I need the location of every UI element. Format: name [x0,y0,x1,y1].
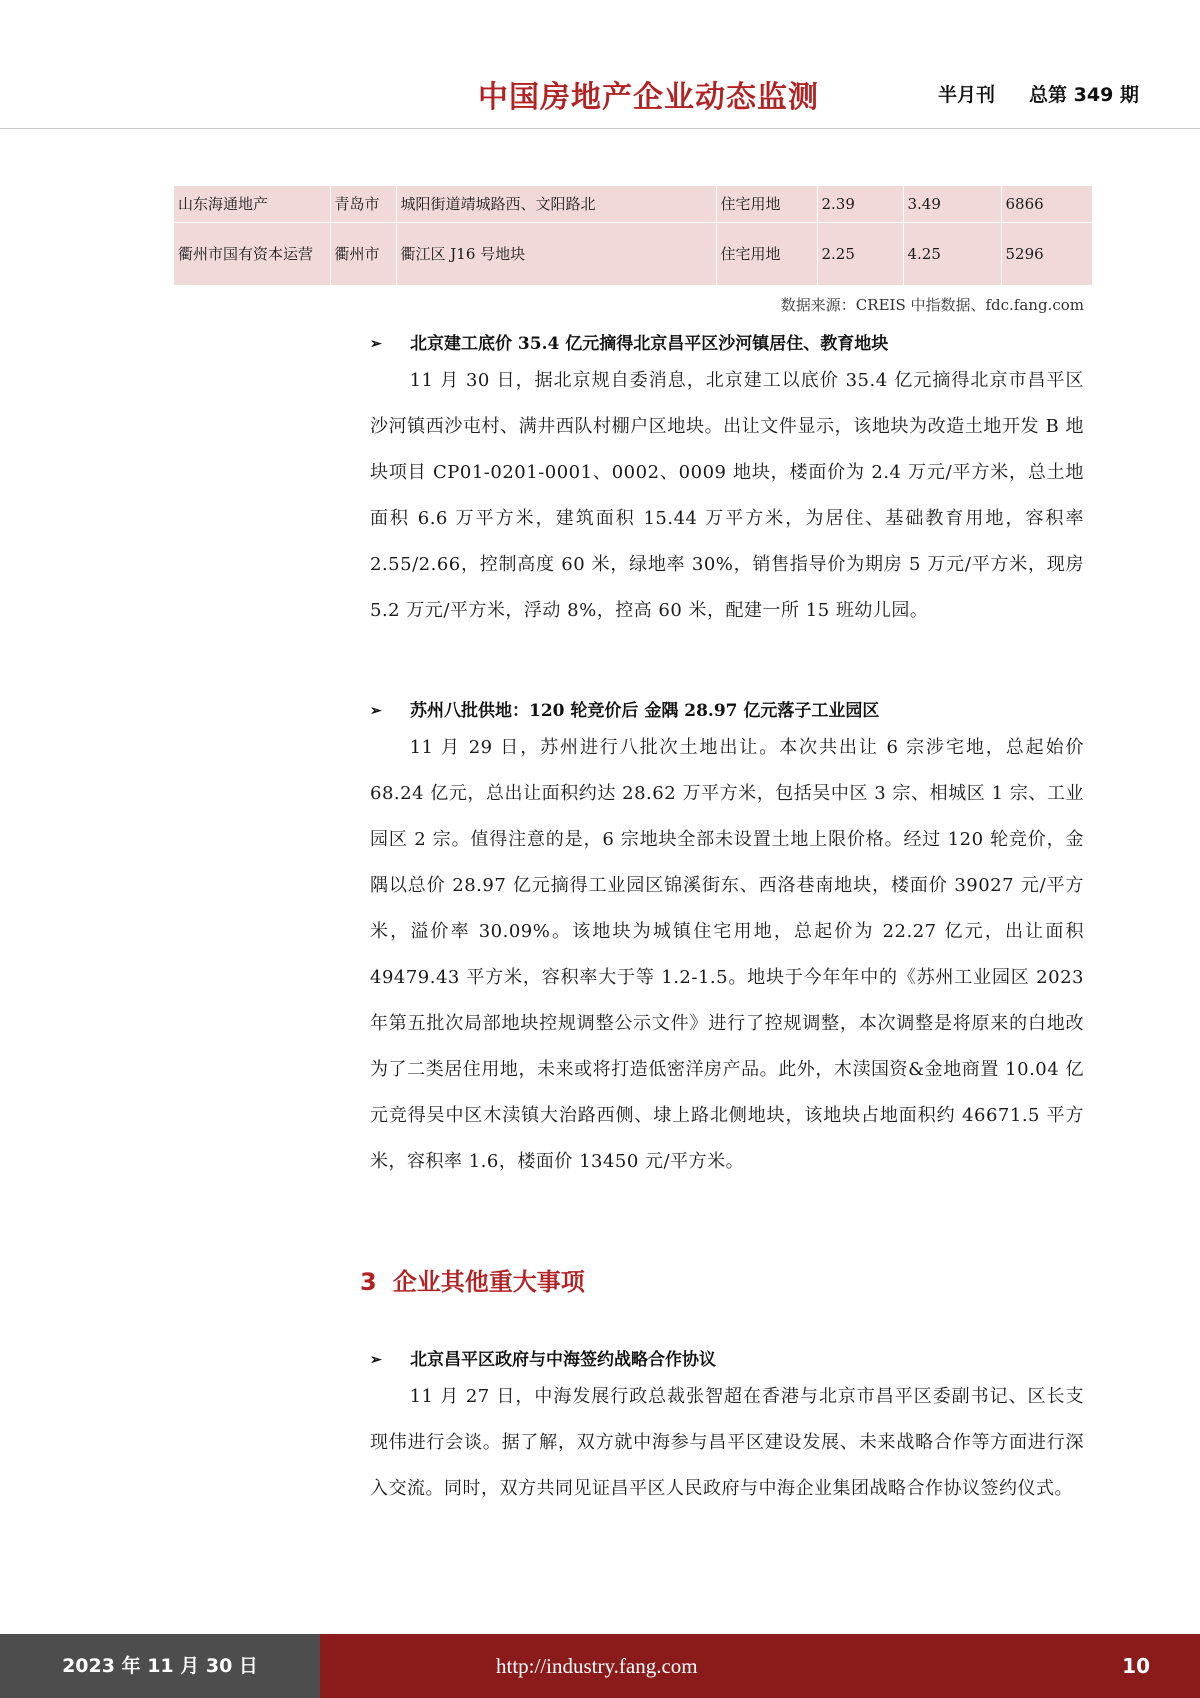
section-title: 企业其他重大事项 [392,1268,585,1296]
table-cell: 2.25 [817,223,903,286]
table-cell: 4.25 [903,223,1001,286]
arrow-bullet-icon: ➢ [370,336,382,352]
table-cell: 青岛市 [330,186,396,223]
news-paragraph: 11 月 30 日，据北京规自委消息，北京建工以底价 35.4 亿元摘得北京市昌平区沙河镇西沙屯村、满井西队村棚户区地块。出让文件显示，该地块为改造土地开发 B 地块项目 CP01-0201-0001、0002、0009 地块，楼面价为 2.4 万元/平方米，总土地面积 6.6 万平方米，建筑面积 15.44 万平方米，为居住、基础教育用地，容积率 2.55/2.66，控制高度 60 米，绿地率 30%，销售指导价为期房 5 万元/平方米，现房 5.2 万元/平方米，浮动 8%，控高 60 米，配建一所 15 班幼儿园。 [370,370,1084,621]
table-cell: 衢州市 [330,223,396,286]
issue-number: 总第 349 期 [1029,84,1139,106]
page-footer [0,1634,1200,1698]
table-cell: 2.39 [817,186,903,223]
arrow-bullet-icon: ➢ [370,703,382,719]
data-source-note: 数据来源：CREIS 中指数据、fdc.fang.com [780,296,1084,314]
section-number: 3 [360,1268,377,1296]
footer-url-link[interactable]: http://industry.fang.com [496,1654,698,1678]
news-paragraph: 11 月 29 日，苏州进行八批次土地出让。本次共出让 6 宗涉宅地，总起始价 68.24 亿元，总出让面积约达 28.62 万平方米，包括吴中区 3 宗、相城区 1 宗、工业园区 2 宗。值得注意的是，6 宗地块全部未设置土地上限价格。经过 120 轮竞价，金隅以总价 28.97 亿元摘得工业园区锦溪街东、西洛巷南地块，楼面价 39027 元/平方米，溢价率 30.09%。该地块为城镇住宅用地，总起价为 22.27 亿元，出让面积 49479.43 平方米，容积率大于等 1.2-1.5。地块于今年年中的《苏州工业园区 2023 年第五批次局部地块控规调整公示文件》进行了控规调整，本次调整是将原来的白地改为了二类居住用地，未来或将打造低密洋房产品。此外，木渎国资&金地商置 10.04 亿元竞得吴中区木渎镇大治路西侧、埭上路北侧地块，该地块占地面积约 46671.5 平方米，容积率 1.6，楼面价 13450 元/平方米。 [370,737,1084,1172]
news-item [370,1346,1084,1512]
news-item [370,330,1084,634]
header-divider [0,128,1200,129]
table-cell: 6866 [1001,186,1092,223]
news-body [370,358,1084,634]
news-paragraph: 11 月 27 日，中海发展行政总裁张智超在香港与北京市昌平区委副书记、区长支现伟进行会谈。据了解，双方就中海参与昌平区建设发展、未来战略合作等方面进行深入交流。同时，双方共同见证昌平区人民政府与中海企业集团战略合作协议签约仪式。 [370,1386,1084,1499]
news-headline-text: 北京建工底价 35.4 亿元摘得北京昌平区沙河镇居住、教育地块 [410,334,889,354]
table-row [174,223,1092,286]
news-body [370,1374,1084,1512]
table-row [174,186,1092,223]
table-cell: 衢州市国有资本运营 [174,223,330,286]
table-cell: 城阳街道靖城路西、文阳路北 [396,186,716,223]
section-heading [360,1262,585,1297]
table-cell: 住宅用地 [716,186,817,223]
news-headline [370,697,1084,725]
news-headline-text: 苏州八批供地：120 轮竞价后 金隅 28.97 亿元落子工业园区 [410,701,880,721]
frequency-label: 半月刊 [938,84,996,106]
news-body [370,725,1084,1185]
footer-bar [320,1634,1200,1698]
land-transaction-table [174,186,1092,286]
news-headline-text: 北京昌平区政府与中海签约战略合作协议 [410,1350,716,1370]
arrow-bullet-icon: ➢ [370,1352,382,1368]
news-item [370,697,1084,1185]
report-title: 中国房地产企业动态监测 [478,80,819,115]
table-cell: 5296 [1001,223,1092,286]
table-cell: 山东海通地产 [174,186,330,223]
news-headline [370,1346,1084,1374]
table-cell: 衢江区 J16 号地块 [396,223,716,286]
footer-date: 2023 年 11 月 30 日 [0,1634,320,1698]
news-headline [370,330,1084,358]
table-cell: 3.49 [903,186,1001,223]
issue-info [938,80,1139,107]
page-number: 10 [1122,1654,1150,1678]
table-cell: 住宅用地 [716,223,817,286]
